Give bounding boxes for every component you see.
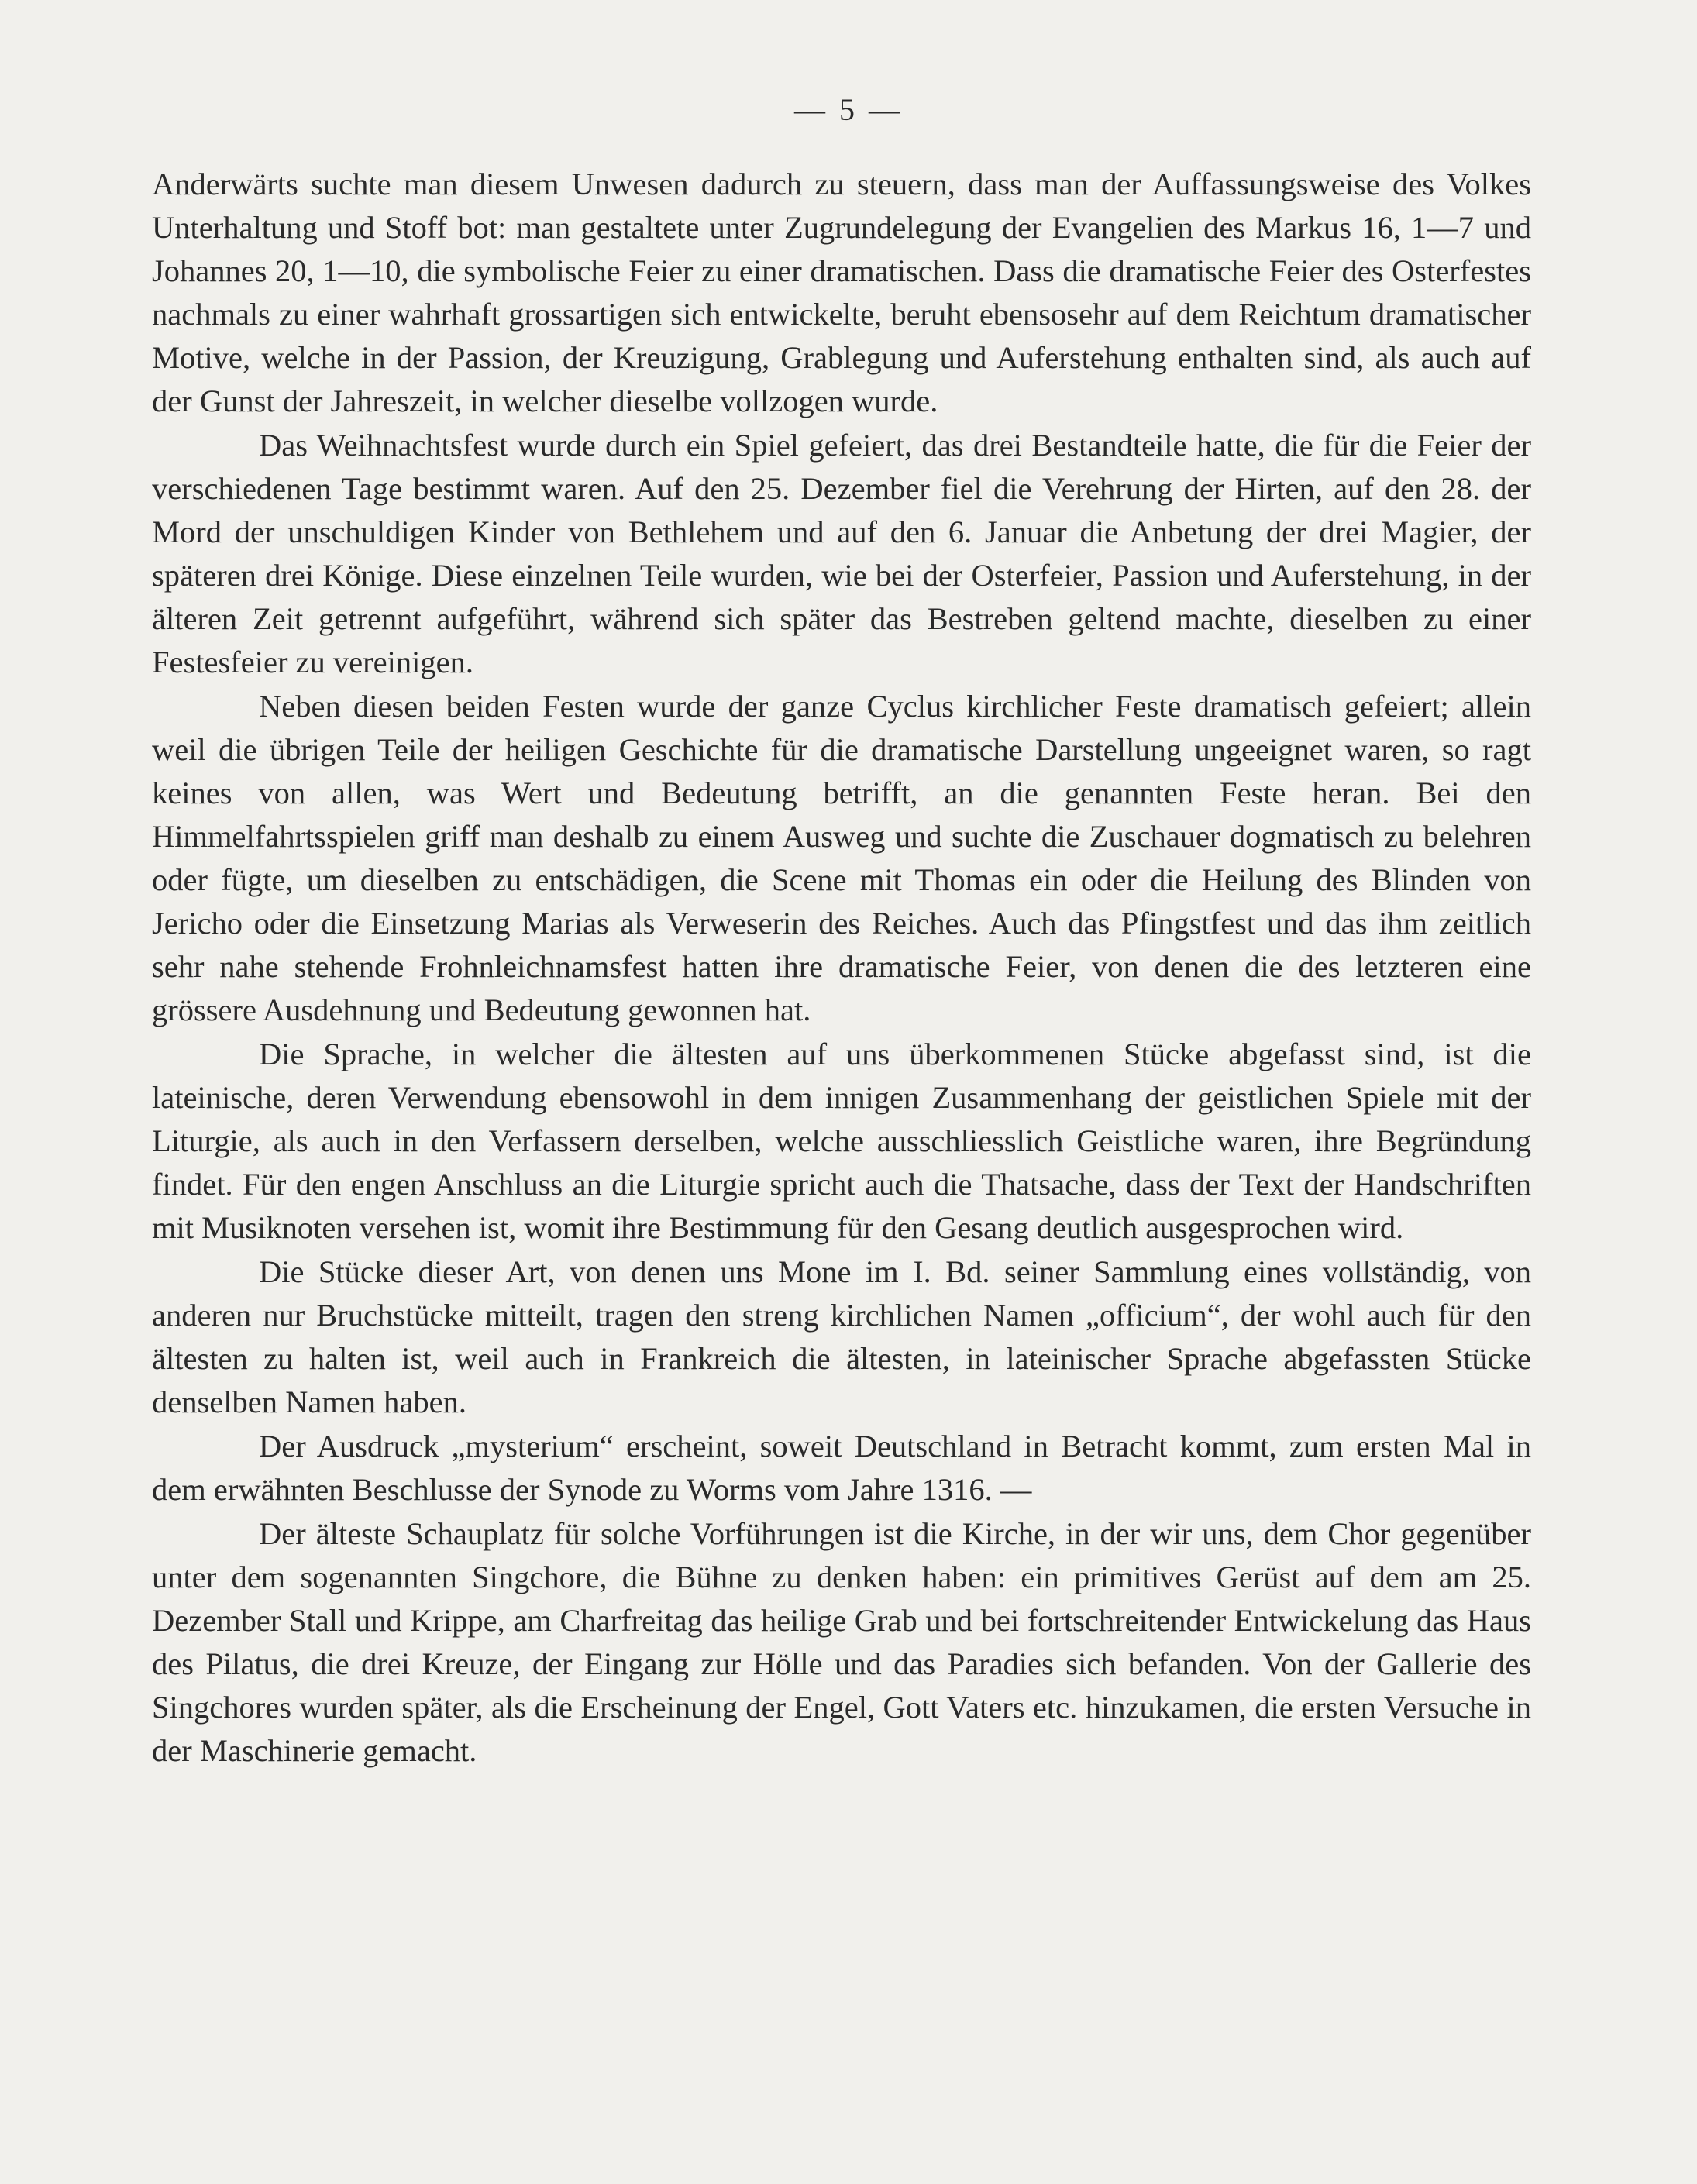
paragraph-4: Die Sprache, in welcher die ältesten auf uns überkommenen Stücke abgefasst sind, ist die lateinische, deren Verwendung ebensowohl in dem innigen Zusammenhang der geistlichen Spiele mit der Liturgie, als auch in den Verfassern derselben, welche ausschliesslich Geistliche waren, ihre Begründung findet. Für den engen Anschluss an die Liturgie spricht auch die Thatsache, dass der Text der Handschriften mit Musiknoten versehen ist, womit ihre Bestimmung für den Gesang deutlich ausgesprochen wird. [152, 1037, 1531, 1245]
page-number: — 5 — [794, 92, 903, 127]
paragraph-6: Der Ausdruck „mysterium“ erscheint, soweit Deutschland in Betracht kommt, zum ersten Mal in dem erwähnten Beschlusse der Synode zu Worms vom Jahre 1316. — [152, 1429, 1531, 1507]
paragraph-1: Anderwärts suchte man diesem Unwesen dadurch zu steuern, dass man der Auffassungsweise des Volkes Unterhaltung und Stoff bot: man gestaltete unter Zugrundelegung der Evangelien des Markus 16, 1—7 und Johannes 20, 1—10, die symbolische Feier zu einer dramatischen. Dass die dramatische Feier des Osterfestes nachmals zu einer wahrhaft grossartigen sich entwickelte, beruht ebensosehr auf dem Reichtum dramatischer Motive, welche in der Passion, der Kreuzigung, Grablegung und Auferstehung enthalten sind, als auch auf der Gunst der Jahreszeit, in welcher dieselbe vollzogen wurde. [152, 167, 1531, 418]
paragraph-3: Neben diesen beiden Festen wurde der ganze Cyclus kirchlicher Feste dramatisch gefeiert; allein weil die übrigen Teile der heiligen Geschichte für die dramatische Darstellung ungeeignet waren, so ragt keines von allen, was Wert und Bedeutung betrifft, an die genannten Feste heran. Bei den Himmelfahrtsspielen griff man deshalb zu einem Ausweg und suchte die Zuschauer dogmatisch zu belehren oder fügte, um dieselben zu entschädigen, die Scene mit Thomas ein oder die Heilung des Blinden von Jericho oder die Einsetzung Marias als Verweserin des Reiches. Auch das Pfingstfest und das ihm zeitlich sehr nahe stehende Frohnleichnamsfest hatten ihre dramatische Feier, von denen die des letzteren eine grössere Ausdehnung und Bedeutung gewonnen hat. [152, 689, 1531, 1027]
paragraph-5: Die Stücke dieser Art, von denen uns Mone im I. Bd. seiner Sammlung eines vollständig, von anderen nur Bruchstücke mitteilt, tragen den streng kirchlichen Namen „officium“, der wohl auch für den ältesten zu halten ist, weil auch in Frankreich die ältesten, in lateinischer Sprache abgefassten Stücke denselben Namen haben. [152, 1254, 1531, 1419]
body-text [152, 163, 1531, 1773]
paragraph-7: Der älteste Schauplatz für solche Vorführungen ist die Kirche, in der wir uns, dem Chor gegenüber unter dem sogenannten Singchore, die Bühne zu denken haben: ein primitives Gerüst auf dem am 25. Dezember Stall und Krippe, am Charfreitag das heilige Grab und bei fortschreitender Entwickelung das Haus des Pilatus, die drei Kreuze, der Eingang zur Hölle und das Paradies sich befanden. Von der Gallerie des Singchores wurden später, als die Erscheinung der Engel, Gott Vaters etc. hinzukamen, die ersten Versuche in der Maschinerie gemacht. [152, 1516, 1531, 1768]
paragraph-2: Das Weihnachtsfest wurde durch ein Spiel gefeiert, das drei Bestandteile hatte, die für die Feier der verschiedenen Tage bestimmt waren. Auf den 25. Dezember fiel die Verehrung der Hirten, auf den 28. der Mord der unschuldigen Kinder von Bethlehem und auf den 6. Januar die Anbetung der drei Magier, der späteren drei Könige. Diese einzelnen Teile wurden, wie bei der Osterfeier, Passion und Auferstehung, in der älteren Zeit getrennt aufgeführt, während sich später das Bestreben geltend machte, dieselben zu einer Festesfeier zu vereinigen. [152, 428, 1531, 679]
